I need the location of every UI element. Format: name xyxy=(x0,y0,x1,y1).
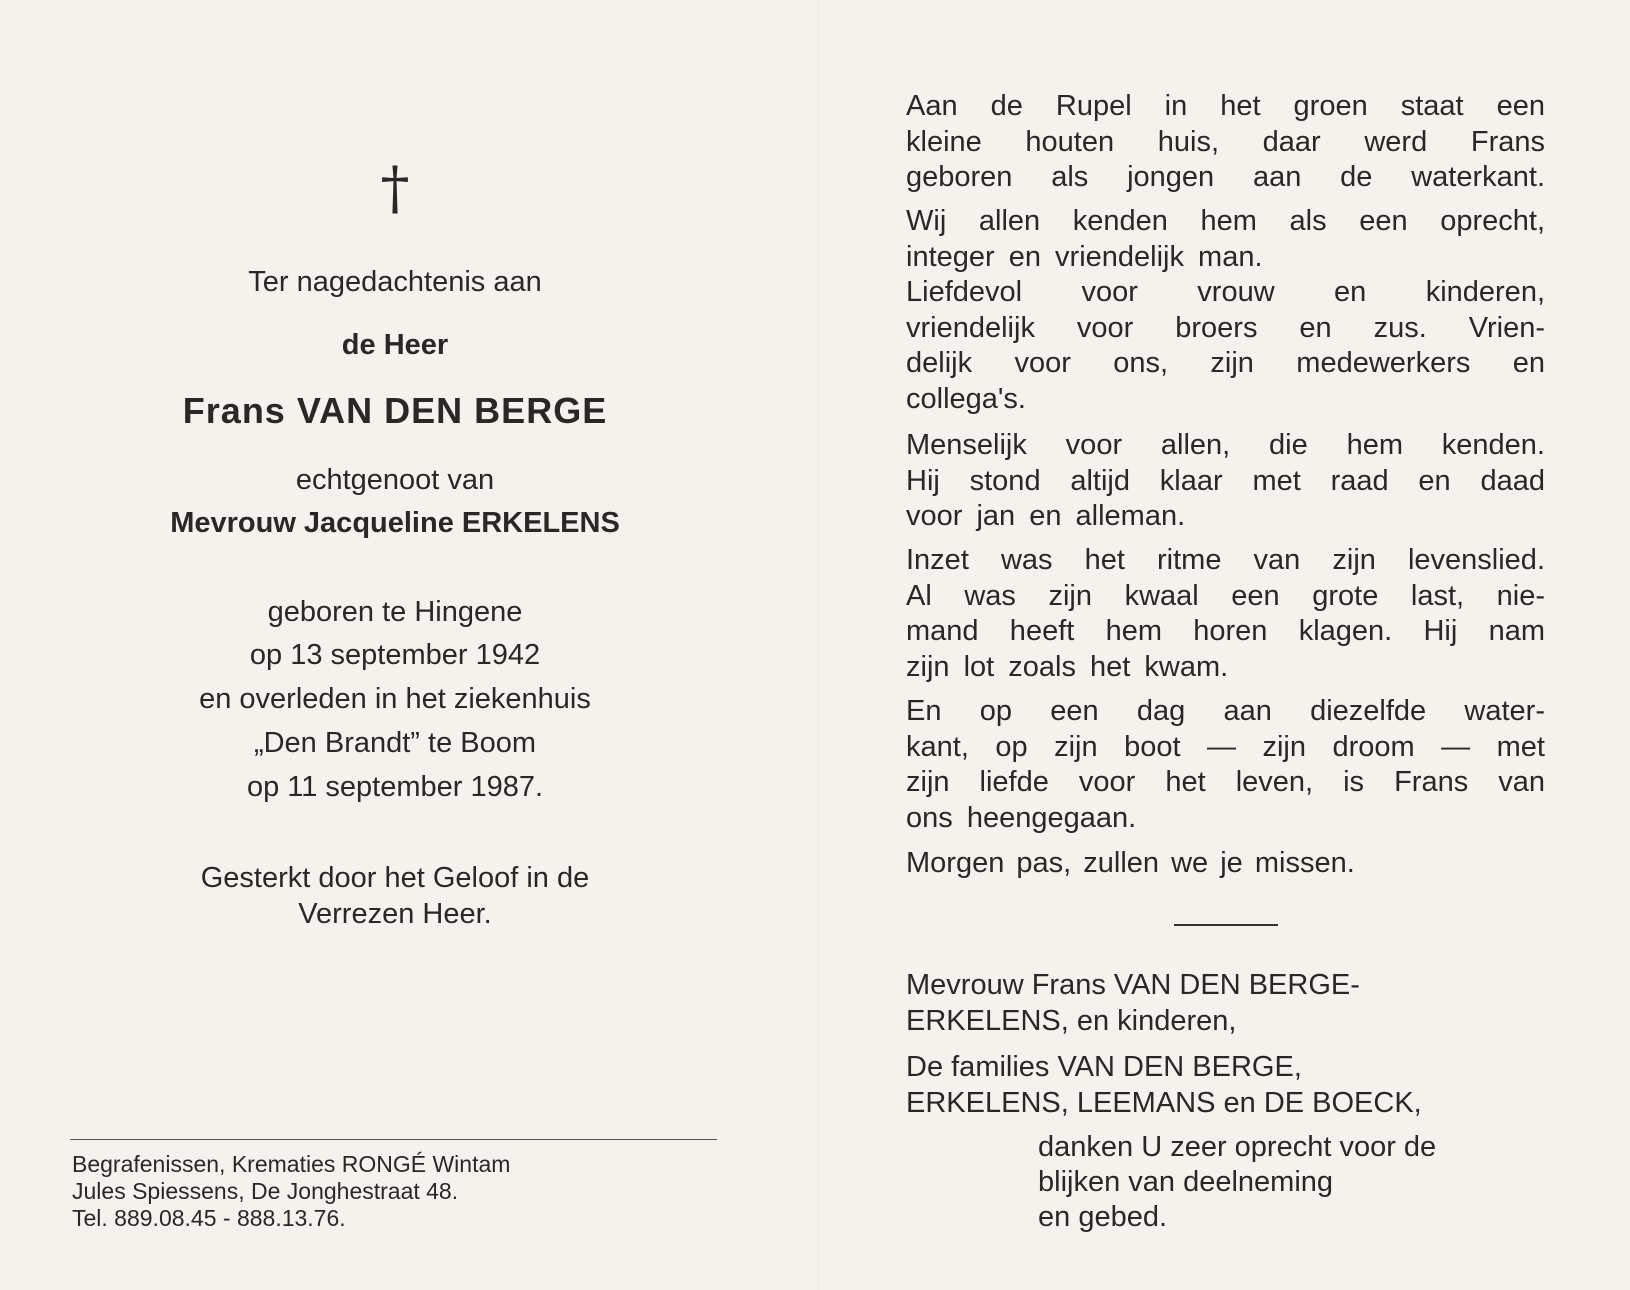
poem-line: ons heengegaan. xyxy=(906,801,1137,834)
poem-line: mand heeft hem horen klagen. Hij nam xyxy=(906,615,1545,647)
in-memory-line: Ter nagedachtenis aan xyxy=(248,266,542,298)
family-line-4: ERKELENS, LEEMANS en DE BOECK, xyxy=(906,1087,1422,1119)
death-place-line-1: en overleden in het ziekenhuis xyxy=(199,683,591,715)
poem-line: vriendelijk voor broers en zus. Vrien- xyxy=(906,311,1545,344)
poem-stanza-4 xyxy=(906,428,1545,535)
poem-line: voor jan en alleman. xyxy=(906,500,1186,532)
poem-line: En op een dag aan diezelfde water- xyxy=(906,695,1545,727)
poem-stanza-7 xyxy=(906,846,1545,882)
poem-line: zijn lot zoals het kwam. xyxy=(906,650,1229,683)
poem-line: Aan de Rupel in het groen staat een xyxy=(906,90,1545,122)
poem-stanza-5 xyxy=(906,543,1545,685)
thanks-line-3: en gebed. xyxy=(1038,1201,1168,1233)
faith-line-2: Verrezen Heer. xyxy=(298,898,492,930)
poem-line: geboren als jongen aan de waterkant. xyxy=(906,161,1545,193)
deceased-name: Frans VAN DEN BERGE xyxy=(182,390,608,431)
poem-line: delijk voor ons, zijn medewerkers en xyxy=(906,347,1545,379)
family-line-2: ERKELENS, en kinderen, xyxy=(906,1005,1237,1037)
poem-line: kleine houten huis, daar werd Frans xyxy=(906,125,1545,158)
printer-line-3: Tel. 889.08.45 - 888.13.76. xyxy=(72,1205,346,1231)
thanks-line-2: blijken van deelneming xyxy=(1038,1166,1334,1198)
printer-line-2: Jules Spiessens, De Jonghestraat 48. xyxy=(72,1178,459,1204)
poem-line: Wij allen kenden hem als een oprecht, xyxy=(906,205,1545,237)
section-divider xyxy=(1174,924,1278,926)
poem-line: Al was zijn kwaal een grote last, nie- xyxy=(906,579,1545,612)
title-line: de Heer xyxy=(341,329,449,361)
poem-line: Liefdevol voor vrouw en kinderen, xyxy=(906,276,1545,308)
poem-stanza-1 xyxy=(906,89,1545,196)
poem-line: Inzet was het ritme van zijn levenslied. xyxy=(906,544,1545,576)
death-place-line-2: „Den Brandt” te Boom xyxy=(253,727,537,759)
printer-divider xyxy=(70,1139,717,1140)
poem-line: Hij stond altijd klaar met raad en daad xyxy=(906,464,1545,497)
poem-line: collega's. xyxy=(906,382,1026,415)
death-date: op 11 september 1987. xyxy=(246,771,544,803)
poem-stanza-6 xyxy=(906,694,1545,836)
cross-icon: † xyxy=(380,154,410,222)
birth-date: op 13 september 1942 xyxy=(249,639,541,671)
poem-line: Morgen pas, zullen we je missen. xyxy=(906,847,1355,879)
poem-line: kant, op zijn boot — zijn droom — met xyxy=(906,730,1545,763)
family-line-1: Mevrouw Frans VAN DEN BERGE- xyxy=(906,969,1360,1001)
birth-place: geboren te Hingene xyxy=(267,596,523,628)
poem-line: zijn liefde voor het leven, is Frans van xyxy=(906,766,1545,798)
faith-line-1: Gesterkt door het Geloof in de xyxy=(200,862,590,894)
poem-line: Menselijk voor allen, die hem kenden. xyxy=(906,429,1545,461)
poem-line: integer en vriendelijk man. xyxy=(906,240,1263,273)
spouse-name: Mevrouw Jacqueline ERKELENS xyxy=(170,507,620,539)
family-line-3: De families VAN DEN BERGE, xyxy=(906,1051,1302,1083)
printer-line-1: Begrafenissen, Krematies RONGÉ Wintam xyxy=(72,1151,511,1177)
spouse-intro: echtgenoot van xyxy=(295,464,495,496)
poem-stanza-2 xyxy=(906,204,1545,275)
poem-stanza-3 xyxy=(906,275,1545,417)
thanks-line-1: danken U zeer oprecht voor de xyxy=(1038,1131,1437,1163)
